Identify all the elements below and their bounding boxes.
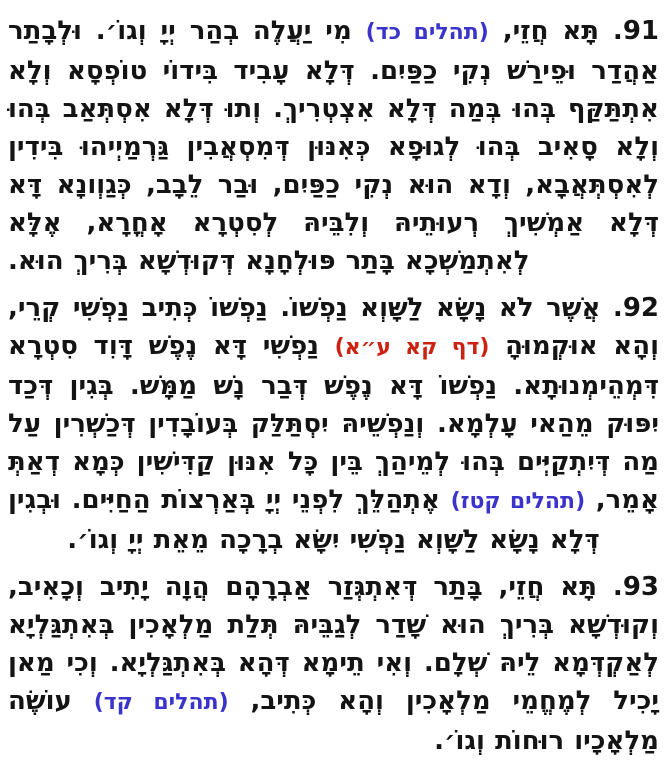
scripture-reference-tehillim-116[interactable]: (תהלים קטז)	[450, 489, 586, 514]
paragraph-93-closing: עוֹשֶׂה מַלְאָכָיו רוּחוֹת וְגוֹ׳.	[8, 686, 659, 756]
scripture-reference-tehillim-24[interactable]: (תהלים כד)	[365, 20, 489, 45]
paragraph-92	[8, 289, 659, 559]
paragraph-91	[8, 12, 659, 280]
paragraph-92-opening: 92. אֲשֶׁר לֹא נָשָׂא לַשָּׁוְא נַפְשׁוֹ. נַפְשׁוֹ כְּתִיב נַפְשִׁי קְרֵי, וְהָא אוּקְמוּהָ	[8, 293, 660, 361]
paragraph-91-body: מִי יַעֲלֶה בְהַר יְיָ וְגוֹ׳. וּלְבָתַר אַהֲדַר וּפֵירַשׁ נְקִי כַפַּיִם. דְּלָא עָבִיד בִּידוֹי טוֹפְסָא וְלָא אִתְתַּקַּף בְּהוּ בְּמַה דְּלָא אִצְטְרִיךְ. וְתוּ דְּלָא אִסְתְּאַב בְּהוּ וְלָא סָאִיב בְּהוּ לְגוּפָא כְּאִנּוּן דְּמִסְאֲבִין גַּרְמַיְיהוּ בִּידִין לְאִסְתְּאֲבָא, וְדָא הוּא נְקִי כַפַּיִם, וּבַר לֵבָב, כְּגַוְונָא דָּא דְּלָא אַמְשִׁיךְ רְעוּתֵיהּ וְלִבֵּיהּ לְסִטְרָא אָחֳרָא, אֶלָּא לְאִתְמַשְׁכָא בָּתַר פּוּלְחָנָא דְּקוּדְשָׁא בְּרִיךְ הוּא.	[8, 16, 659, 276]
paragraph-93-opening: 93. תָּא חֲזֵי, בָּתַר דְּאִתְגְּזַר אַבְרָהָם הֲוָה יָתִיב וְכָאִיב, וְקוּדְשָׁא בְּרִיךְ הוּא שָׁדַר לְגַבֵּיהּ תְּלַת מַלְאָכִין בְּאִתְגַּלְיָא לְאַקְדְּמָא לֵיהּ שְׁלָם. וְאִי תֵימָא דְּהָא בְּאִתְגַּלְיָא. וְכִי מַאן יָכִיל לְמֶחֱמֵי מַלְאָכִין וְהָא כְּתִיב,	[8, 572, 659, 716]
paragraph-91-opening: 91. תָּא חֲזֵי,	[488, 16, 659, 46]
paragraph-92-closing: אֶתְהַלֵּךְ לִפְנֵי יְיָ בְּאַרְצוֹת הַחַיִּים. וּבְגִין דְּלָא נָשָׂא לַשָּׁוְא נַפְשִׁי יִשָּׂא בְרָכָה מֵאֵת יְיָ וְגוֹ׳.	[8, 485, 600, 555]
scripture-reference-tehillim-104[interactable]: (תהלים קד)	[93, 690, 229, 715]
daf-reference-101a[interactable]: (דף קא ע״א)	[334, 335, 490, 360]
paragraph-93	[8, 568, 659, 760]
paragraph-92-middle: נַפְשִׁי דָּא נֶפֶשׁ דָּוִד סִטְרָא דִּמְהֵימְנוּתָא. נַפְשׁוֹ דָּא נֶפֶשׁ דְּבַר נָשׁ מַמָּשׁ. בְּגִין דְּכַד יִפּוּק מֵהַאי עָלְמָא. וְנַפְשֵׁיהּ יִסְתַּלַּק בְּעוֹבָדִין דְּכַשְׁרִין עַל מַה דְּיִתְקַיְּים בְּהוּ לְמֵיהַךְ בֵּין כָּל אִנּוּן קַדִּישִׁין כְּמָא דְאַתְּ אָמֵר,	[8, 331, 660, 515]
